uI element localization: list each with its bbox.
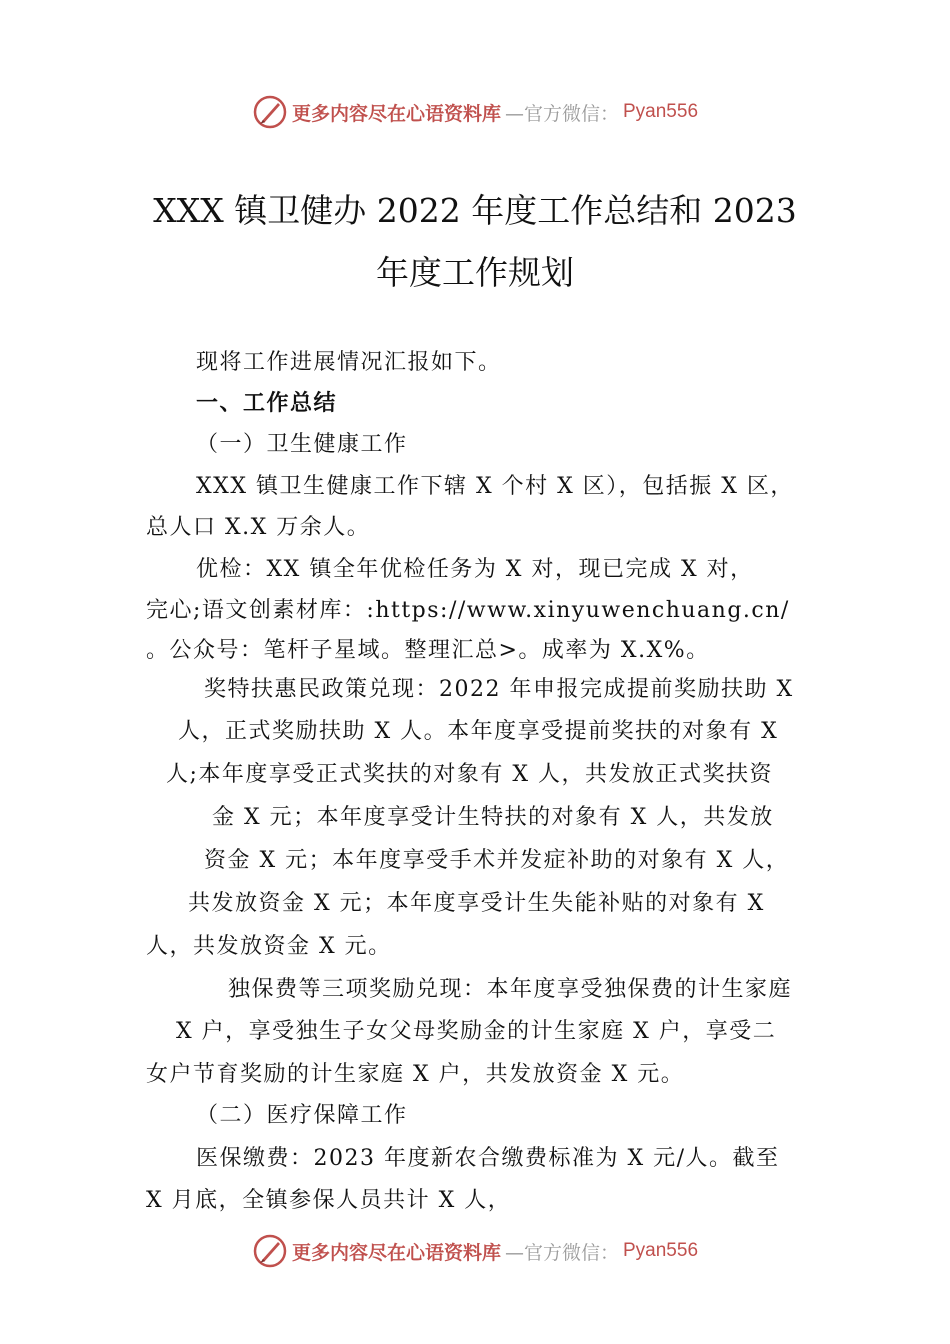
title-line-2: 年度工作规划 [376,253,574,292]
paragraph-line: 优检：XX 镇全年优检任务为 X 对，现已完成 X 对， [196,557,754,582]
paragraph-line: X 户，享受独生子女父母奖励金的计生家庭 X 户，享受二 [176,1019,777,1044]
subsection-heading-2: （二）医疗保障工作 [196,1103,408,1128]
intro-line: 现将工作进展情况汇报如下。 [196,350,502,375]
paragraph-line: 。公众号：笔杆子星域。整理汇总>。成率为 X.X%。 [146,638,710,663]
paragraph-line: 资金 X 元；本年度享受手术并发症补助的对象有 X 人， [204,848,790,873]
pen-logo-icon [252,1233,288,1269]
paragraph-line: 奖特扶惠民政策兑现：2022 年申报完成提前奖励扶助 X [204,677,794,702]
paragraph-line: 医保缴费：2023 年度新农合缴费标准为 X 元/人。截至 [196,1146,780,1171]
paragraph-line: 完心;语文创素材库：:https://www.xinyuwenchuang.cn/ [146,598,790,623]
paragraph-line: 金 X 元；本年度享受计生特扶的对象有 X 人，共发放 [212,805,774,830]
watermark-wechat-id: Pyan556 [623,101,699,122]
paragraph-line: 人;本年度享受正式奖扶的对象有 X 人，共发放正式奖扶资 [166,762,774,787]
document-title [120,180,830,304]
paragraph-line: 独保费等三项奖励兑现：本年度享受独保费的计生家庭 [228,977,793,1002]
paragraph-line: X 月底，全镇参保人员共计 X 人， [146,1188,512,1213]
watermark-main-text: 更多内容尽在心语资料库 [291,1241,501,1264]
paragraph-line: 人，正式奖励扶助 X 人。本年度享受提前奖扶的对象有 X [178,719,779,744]
paragraph-line: 女户节育奖励的计生家庭 X 户，共发放资金 X 元。 [146,1062,685,1087]
paragraph-line: 共发放资金 X 元；本年度享受计生失能补贴的对象有 X [188,891,765,916]
watermark-separator: —官方微信： [504,102,619,125]
watermark-main-text: 更多内容尽在心语资料库 [291,102,501,125]
section-heading-1: 一、工作总结 [196,391,338,416]
title-line-1: XXX 镇卫健办 2022 年度工作总结和 2023 [153,191,797,230]
paragraph-line: XXX 镇卫生健康工作下辖 X 个村 X 区），包括振 X 区， [196,474,794,499]
subsection-heading-1: （一）卫生健康工作 [196,432,408,457]
paragraph-line: 总人口 X.X 万余人。 [146,515,371,540]
pen-logo-icon [252,94,288,130]
watermark-top [0,94,950,130]
watermark-separator: —官方微信： [504,1241,619,1264]
paragraph-line: 人，共发放资金 X 元。 [146,934,392,959]
watermark-bottom [0,1233,950,1269]
watermark-wechat-id: Pyan556 [623,1240,699,1261]
